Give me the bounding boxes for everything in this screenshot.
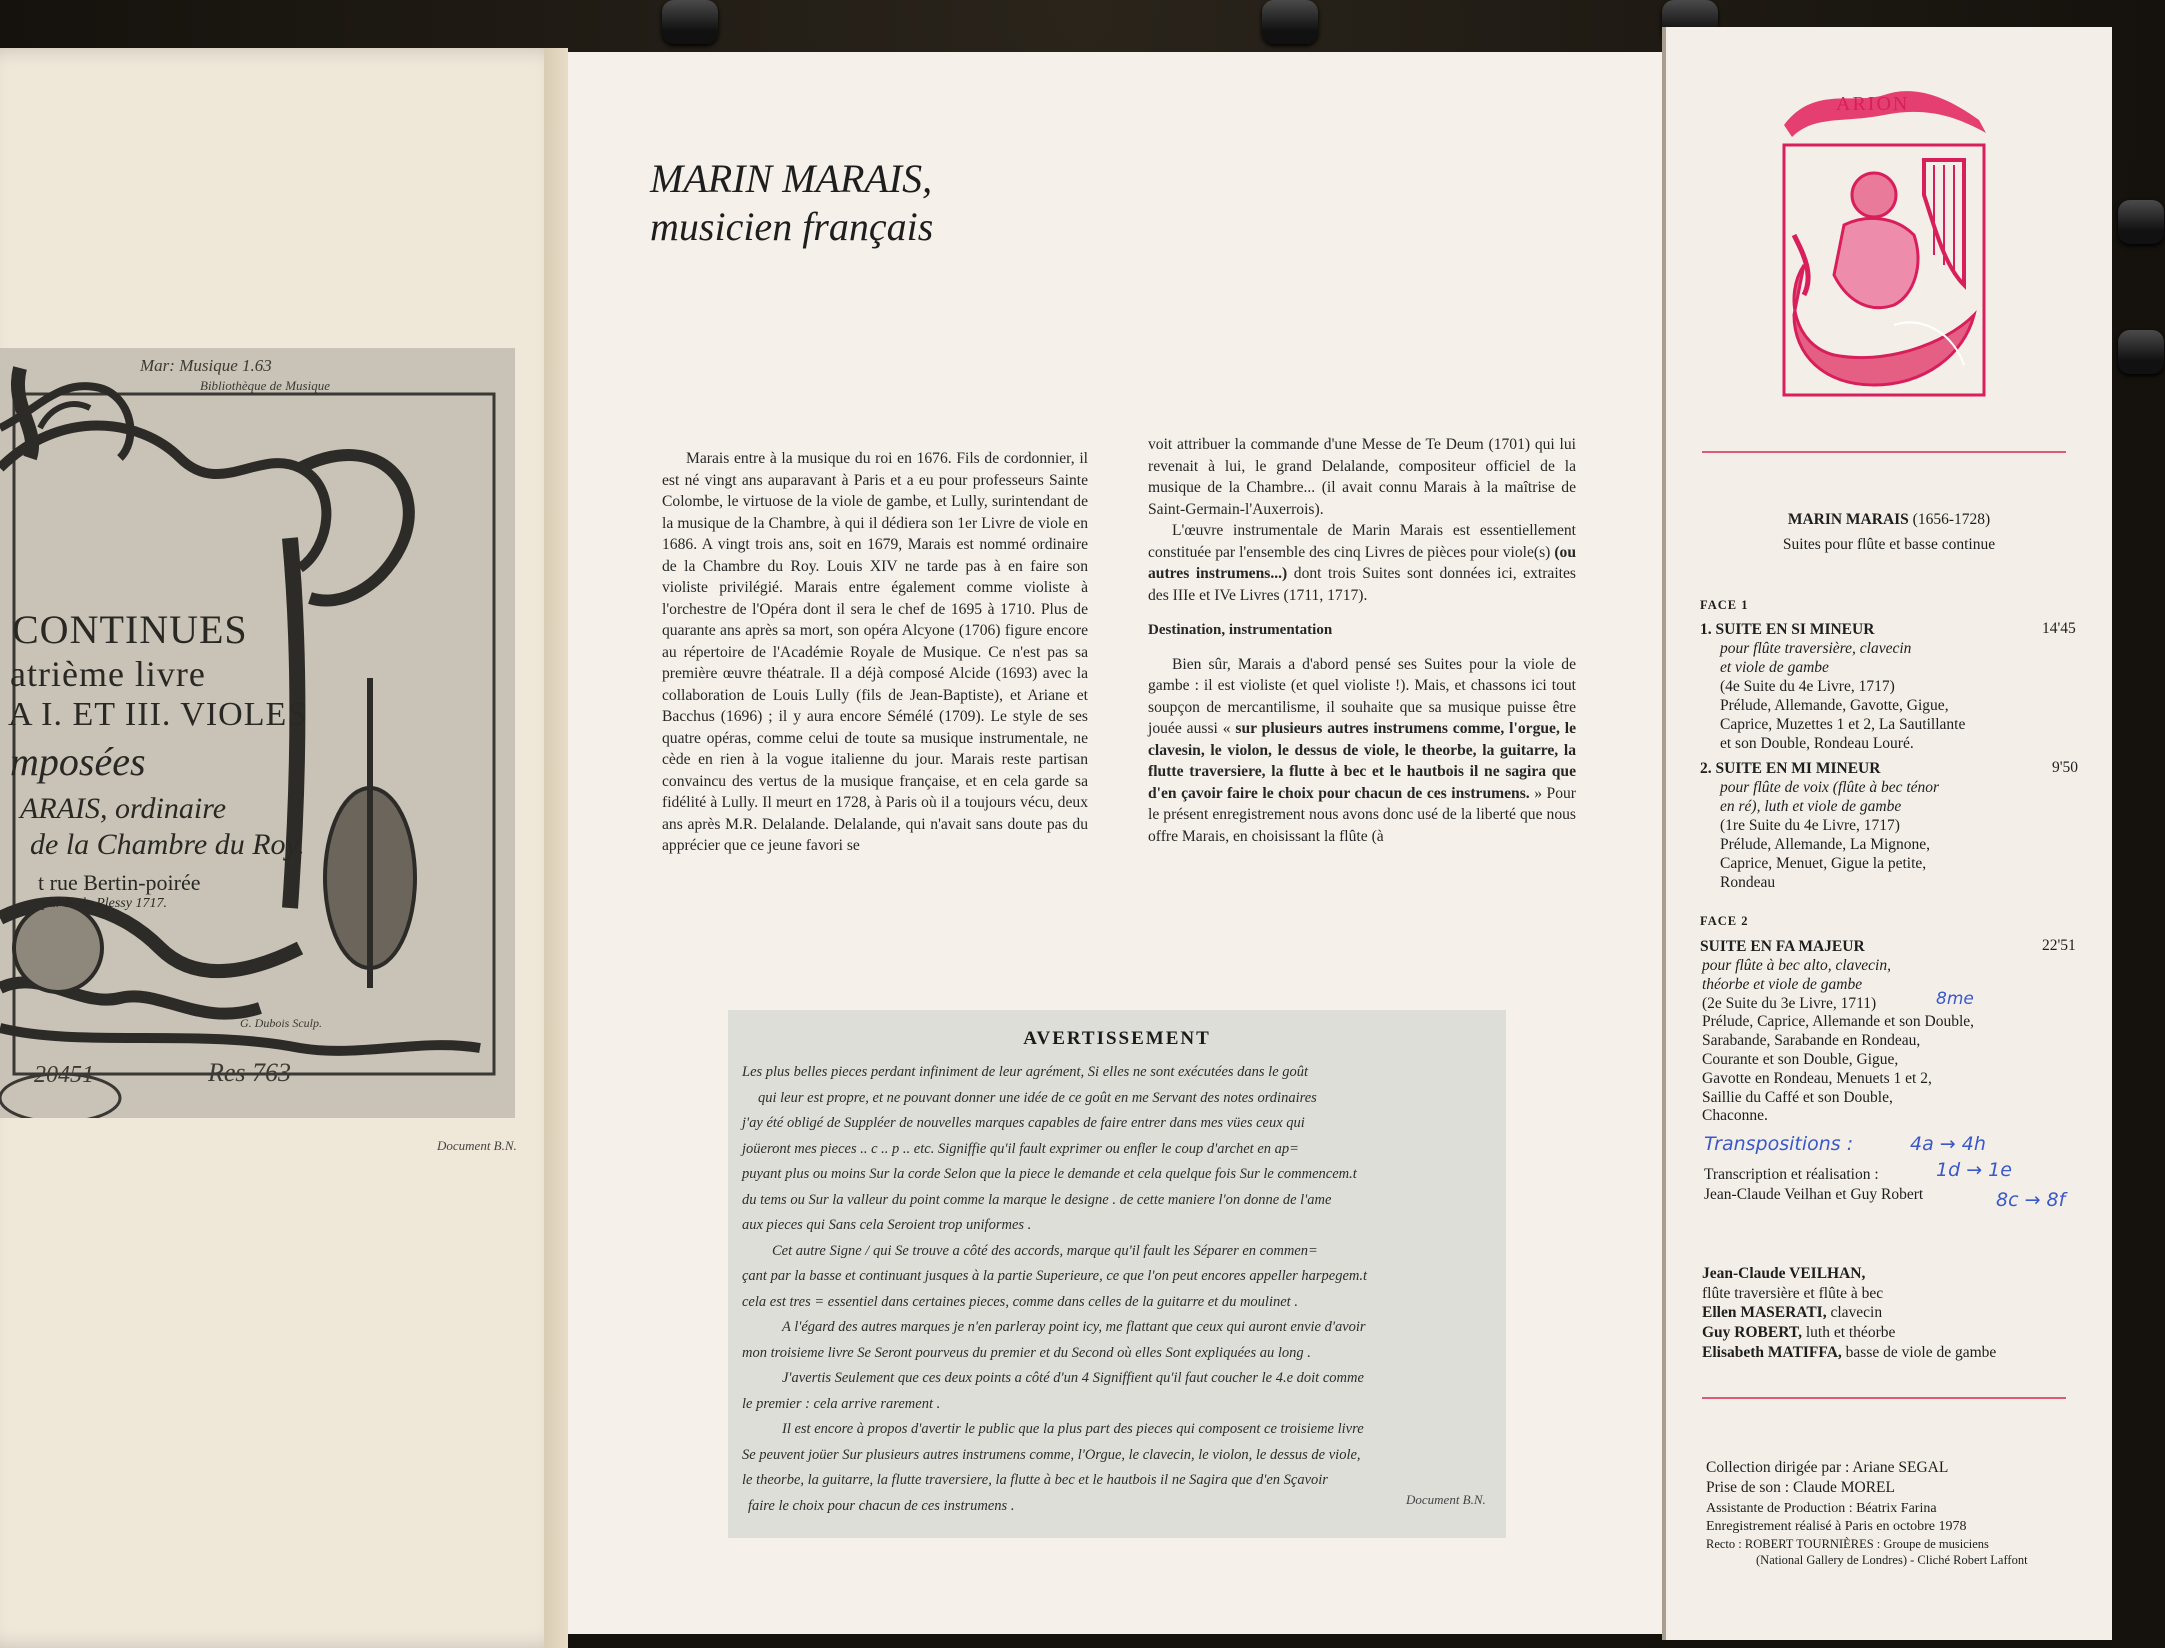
track-title-text: 1. SUITE EN SI MINEUR <box>1700 621 1875 638</box>
performer-line <box>1702 1323 1895 1342</box>
avertissement-facsimile <box>728 1010 1506 1538</box>
avertissement-line: cela est tres = essentiel dans certaines pieces, comme dans celles de la guitarre et du moulinet . <box>742 1293 1298 1310</box>
record-insert-card <box>1666 27 2112 1640</box>
handwritten-transposition: 8c → 8f <box>1996 1189 2066 1211</box>
avertissement-line: Les plus belles pieces perdant infiniment de leur agrément, Si elles ne sont exécutées dans le goût <box>742 1064 1309 1080</box>
title-line-2: musicien français <box>650 204 934 249</box>
performer-name: Elisabeth MATIFFA, <box>1702 1344 1842 1361</box>
binder-knob <box>1262 0 1318 44</box>
catalogue-number: 20451 <box>34 1062 94 1088</box>
credit-line: (National Gallery de Londres) - Cliché Robert Laffont <box>1756 1553 2028 1567</box>
card-line: en ré), luth et viole de gambe <box>1720 798 1902 815</box>
arion-logo-label: ARION <box>1836 93 1910 115</box>
track-1-title <box>1700 620 1874 639</box>
track-2-duration: 9'50 <box>2052 759 2079 776</box>
paragraph: voit attribuer la commande d'une Messe de Te Deum (1701) qui lui revenait à lui, le grand Delalande, compositeur officiel de la musique de la Chambre... (il avait connu Marais à la maîtrise de Saint-Germain-l'Auxerrois). <box>1148 436 1576 518</box>
credit-line: Assistante de Production : Béatrix Farina <box>1706 1501 1937 1516</box>
avertissement-line: Se peuvent joüer Sur plusieurs autres instrumens comme, l'Orgue, le clavecin, le violon, le dessus de viole, <box>742 1446 1361 1463</box>
card-line: théorbe et viole de gambe <box>1702 975 1863 993</box>
performer-role: luth et théorbe <box>1801 1324 1896 1341</box>
performer-line <box>1702 1284 1883 1303</box>
card-line: Prélude, Allemande, Gavotte, Gigue, <box>1720 697 1949 714</box>
avertissement-line: puyant plus ou moins Sur la corde Selon que la piece le demande et cela quelque fois Sur le commencem.t <box>742 1166 1357 1182</box>
card-line: pour flûte à bec alto, clavecin, <box>1702 957 1891 974</box>
performer-role: basse de viole de gambe <box>1841 1344 1997 1361</box>
composer-line <box>1666 510 2112 529</box>
avertissement-line: aux pieces qui Sans cela Seroient trop uniformes . <box>742 1217 1032 1233</box>
avertissement-line: joüeront mes pieces .. c .. p .. etc. Signiffie qu'il fault exprimer ou enfler le coup d'archet en ap= <box>742 1140 1299 1157</box>
track-3-duration: 22'51 <box>2042 937 2076 954</box>
performer-line <box>1702 1264 1865 1283</box>
paragraph: Marais entre à la musique du roi en 1676. Fils de cordonnier, il est né vingt ans auparavant à Paris et a eu pour professeurs Sainte Colombe, le virtuose de la viole de gambe, et Lully, surintendant de la musique de la Chambre, à qui il dédiera son 1er Livre de viole en 1686. A vingt trois ans, soit en 1679, Marais est nommé ordinaire de la Chambre du Roy. Louis XIV ne tarde pas à en faire son violiste privilégié. Marais entre également comme violiste à l'orchestre de l'Opéra dont il sera le chef de 1695 à 1710. Plus de quarante ans après sa mort, son opéra Alcyone (1706) figure encore au répertoire de l'Académie Royale de Musique. Ce n'est pas sa première œuvre théatrale. Il a déjà composé Alcide (1693) avec la collaboration de Louis Lully (fils de Jean-Baptiste), et Ariane et Bacchus (1696) ; il y aura encore Sémélé (1709). Le style de ses quatre opéras, comme celui de toute sa musique instrumentale, ne cède en rien à la vogue italienne du jour. Marais reste partisan convaincu des vertus de la musique française, et en cela garde sa fidélité à Lully. Il meurt en 1728, à Paris où il a toujours vécu, deux ans après M.R. Delalande. Delalande, qui n'avait sans doute pas du apprécier que ce jeune favori se <box>662 450 1088 854</box>
arion-logo-emblem <box>1774 65 1996 405</box>
paragraph <box>1148 654 1576 848</box>
track-2-title <box>1700 759 1880 778</box>
card-line: Rondeau <box>1720 874 1776 891</box>
text-column-2 <box>1148 434 1576 847</box>
composer-name: MARIN MARAIS <box>1787 511 1909 528</box>
handwritten-octave-note: 8me <box>1936 989 1974 1009</box>
divider <box>1702 451 2066 453</box>
avertissement-line: A l'égard des autres marques je n'en parleray point icy, me flattant que ceux qui auront envie d'avoir <box>782 1319 1366 1335</box>
performer-line <box>1702 1303 1882 1322</box>
handwritten-transpositions: Transpositions : <box>1704 1133 1854 1155</box>
avertissement-line: le theorbe, la guitarre, la flutte traversiere, la flutte à bec et le hautbois il ne Sagira que d'en Sçavoir <box>742 1472 1328 1488</box>
arion-logo <box>1774 65 1996 405</box>
avertissement-line: çant par la basse et continuant jusques à la partie Superieure, ce que l'on peut encores appeller harpegem.t <box>742 1268 1368 1284</box>
avertissement-title: AVERTISSEMENT <box>1023 1028 1211 1049</box>
card-line: et viole de gambe <box>1720 659 1829 676</box>
card-line: Saillie du Caffé et son Double, <box>1702 1088 1893 1106</box>
performer-name: Jean-Claude VEILHAN, <box>1702 1265 1866 1282</box>
card-edge <box>1662 27 1666 1640</box>
divider <box>1702 1397 2066 1399</box>
handwritten-transposition: 1d → 1e <box>1936 1159 2012 1181</box>
card-line: Courante et son Double, Gigue, <box>1702 1051 1899 1068</box>
text-run-bold: sur plusieurs autres instrumens comme, l'orgue, le clavesin, le violon, le dessus de viole, le theorbe, la guitarre, la flutte traversiere, la flutte à bec et le hautbois il ne sagira que d'en çavoir faire le choix pour chacun de ces instrumens. <box>1148 720 1576 802</box>
avertissement-line: Cet autre Signe / qui Se trouve a côté des accords, marque qu'il fault les Séparer en commen= <box>772 1242 1318 1259</box>
card-line: pour flûte traversière, clavecin <box>1720 640 1912 657</box>
text-column-1 <box>662 448 1088 857</box>
card-line: (1re Suite du 4e Livre, 1717) <box>1720 817 1900 834</box>
composer-dates: (1656-1728) <box>1912 511 1991 528</box>
shelf-mark: Res 763 <box>208 1058 292 1087</box>
performer-role: flûte traversière et flûte à bec <box>1702 1285 1884 1302</box>
image-caption: Document B.N. <box>1406 1492 1486 1507</box>
engraving-line: CONTINUES <box>12 607 248 652</box>
paragraph <box>1148 520 1576 606</box>
avertissement-line: Il est encore à propos d'avertir le public que la plus part des pieces qui composent ce troisieme livre <box>782 1421 1364 1437</box>
face-2-label: FACE 2 <box>1700 914 1749 928</box>
binder-knob <box>662 0 718 44</box>
title-line-1: MARIN MARAIS, <box>650 156 933 201</box>
engraving-line: atrième livre <box>10 654 206 694</box>
avertissement-line: mon troisieme livre Se Seront pourveus du premier et du Second où elles Sont expliquées au long . <box>742 1344 1311 1361</box>
avertissement-line: du tems ou Sur la valleur du point comme la marque le designe . de cette maniere l'on donne de l'ame <box>742 1191 1332 1208</box>
engraver-signature: G. Dubois Sculp. <box>240 1016 322 1030</box>
page-title <box>650 155 933 251</box>
album-subtitle: Suites pour flûte et basse continue <box>1782 536 1996 553</box>
binder-knob <box>2118 330 2164 374</box>
library-stamp: Mar: Musique 1.63 <box>140 356 272 375</box>
avertissement-line: qui leur est propre, et ne pouvant donner une idée de ce goût en me Servant des notes ordinaires <box>758 1089 1317 1106</box>
engraving-line: ARAIS, ordinaire <box>20 792 227 825</box>
avertissement-line: faire le choix pour chacun de ces instrumens . <box>748 1497 1015 1514</box>
engraving-line: par F. du Plessy 1717. <box>42 896 167 911</box>
face-1-label: FACE 1 <box>1700 598 1749 612</box>
credit-line: Prise de son : Claude MOREL <box>1706 1479 1895 1496</box>
card-line: Chaconne. <box>1702 1107 1768 1125</box>
performer-name: Guy ROBERT, <box>1702 1324 1802 1341</box>
section-heading: Destination, instrumentation <box>1148 622 1333 638</box>
avertissement-line: j'ay été obligé de Suppléer de nouvelles marques capables de faire entrer dans mes vües ceux qui <box>742 1115 1305 1131</box>
performer-line <box>1702 1343 1996 1362</box>
text-run: L'œuvre instrumentale de Marin Marais est essentiellement constituée par l'ensemble des cinq Livres de pièces pour viole(s) <box>1148 522 1576 561</box>
card-line: Jean-Claude Veilhan et Guy Robert <box>1704 1186 1924 1203</box>
text-run: dont trois Suites sont données ici, extraites des IIIe et IVe Livres (1711, 1717). <box>1148 565 1576 604</box>
card-line: Gavotte en Rondeau, Menuets 1 et 2, <box>1702 1069 1932 1087</box>
track-title-text: 2. SUITE EN MI MINEUR <box>1700 760 1881 777</box>
page-edge <box>544 48 568 1648</box>
title-page-engraving <box>0 348 515 1118</box>
card-line: Prélude, Caprice, Allemande et son Double, <box>1702 1013 1975 1031</box>
card-line: Sarabande, Sarabande en Rondeau, <box>1702 1032 1921 1050</box>
binder-knob <box>2118 200 2164 244</box>
card-line: Prélude, Allemande, La Mignone, <box>1720 836 1931 853</box>
image-caption: Document B.N. <box>437 1138 517 1153</box>
card-line: pour flûte de voix (flûte à bec ténor <box>1720 779 1940 796</box>
left-page <box>0 48 568 1648</box>
text-run-bold: (ou autres instrumens...) <box>1148 543 1576 582</box>
card-line: Caprice, Menuet, Gigue la petite, <box>1720 855 1927 872</box>
engraving-line: mposées <box>10 739 146 784</box>
card-line: et son Double, Rondeau Louré. <box>1720 735 1914 752</box>
handwritten-transposition: 4a → 4h <box>1910 1133 1986 1155</box>
card-line: (4e Suite du 4e Livre, 1717) <box>1720 678 1895 695</box>
avertissement-line: le premier : cela arrive rarement . <box>742 1395 941 1412</box>
avertissement-line: J'avertis Seulement que ces deux points a côté d'un 4 Signiffient qu'il faut coucher le 4.e doit comme <box>782 1370 1364 1386</box>
performer-name: Ellen MASERATI, <box>1702 1304 1827 1321</box>
track-title-text: SUITE EN FA MAJEUR <box>1700 938 1865 955</box>
performer-role: clavecin <box>1826 1304 1883 1321</box>
text-run: » Pour le présent enregistrement nous avons donc usé de la liberté que nous offre Marais, en choisissant la flûte (à <box>1148 784 1576 845</box>
engraving-line: A I. ET III. VIOLES <box>8 696 308 733</box>
engraving-line: t rue Bertin-poirée <box>38 870 201 895</box>
card-line: Caprice, Muzettes 1 et 2, La Sautillante <box>1720 716 1966 733</box>
credit-line: Collection dirigée par : Ariane SEGAL <box>1706 1459 1949 1476</box>
credit-line: Enregistrement réalisé à Paris en octobre 1978 <box>1706 1519 1967 1534</box>
center-page <box>568 52 1662 1634</box>
text-run: Bien sûr, Marais a d'abord pensé ses Suites pour la viole de gambe : il est violiste (et quel violiste !). Mais, et chassons ici tout soupçon de mercantilisme, il souhaite que sa musique puisse être jouée aussi « <box>1148 655 1576 737</box>
track-3-title <box>1700 937 1865 956</box>
card-line: (2e Suite du 3e Livre, 1711) <box>1702 994 1877 1012</box>
engraving-line: de la Chambre du Roy. <box>30 828 305 861</box>
track-1-duration: 14'45 <box>2042 620 2076 637</box>
card-line: Transcription et réalisation : <box>1704 1166 1879 1183</box>
library-stamp-2: Bibliothèque de Musique <box>200 378 330 393</box>
credit-line: Recto : ROBERT TOURNIÈRES : Groupe de musiciens <box>1706 1537 1989 1551</box>
